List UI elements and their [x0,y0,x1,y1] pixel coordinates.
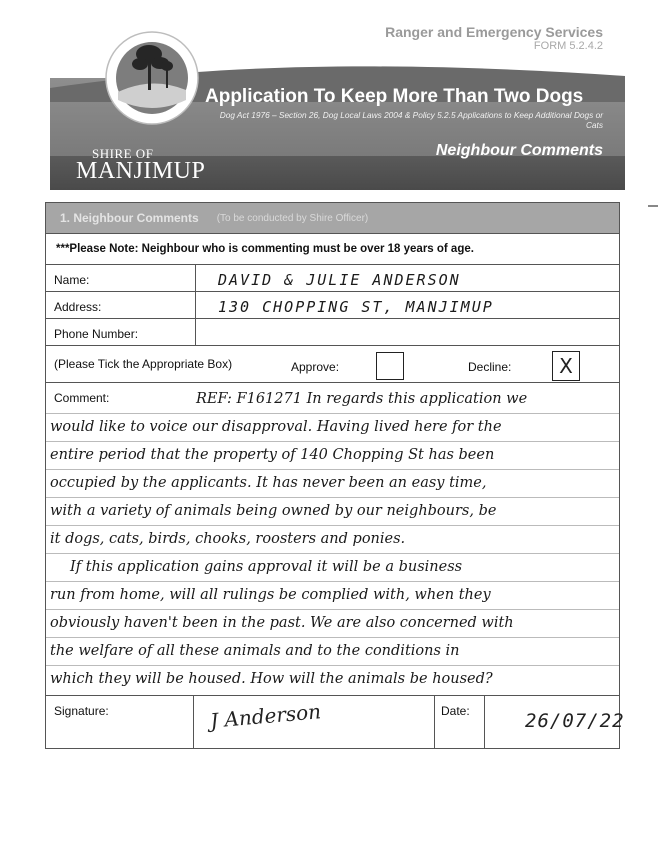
address-field[interactable] [196,292,619,318]
comment-line: If this application gains approval it will be a business [70,559,463,575]
section-heading-note: (To be conducted by Shire Officer) [216,212,369,224]
name-field[interactable] [196,265,619,291]
comment-line: with a variety of animals being owned by our neighbours, be [50,503,497,519]
shire-name: MANJIMUP [76,158,206,184]
approval-row [46,346,619,383]
decline-checkbox[interactable]: X [552,351,580,381]
date-field[interactable] [485,696,625,748]
approve-checkbox[interactable] [376,352,404,380]
comment-area[interactable] [46,383,619,696]
comment-line: the welfare of all these animals and to the conditions in [50,643,460,659]
shire-logo [104,30,200,126]
section-heading-text: 1. Neighbour Comments [60,211,199,225]
date-value: 26/07/22 [525,710,625,732]
approve-label: Approve: [291,360,340,374]
ruled-line [46,553,619,554]
comment-line: which they will be housed. How will the animals be housed? [50,671,493,687]
address-label: Address: [46,292,196,318]
scan-mark [648,205,658,207]
ruled-line [46,469,619,470]
signature-label: Signature: [46,696,194,748]
tick-instruction: (Please Tick the Appropriate Box) [54,357,233,371]
form-number: FORM 5.2.4.2 [533,40,603,52]
form-header [50,18,625,190]
name-label: Name: [46,265,196,291]
ruled-line [46,441,619,442]
decline-label: Decline: [468,360,512,374]
organisation-name: Ranger and Emergency Services [385,24,603,40]
comment-line: entire period that the property of 140 Chopping St has been [50,447,495,463]
neighbour-comments-form [45,202,625,749]
comment-line: it dogs, cats, birds, chooks, roosters and ponies. [50,531,406,547]
application-subtitle: Dog Act 1976 – Section 26, Dog Local Laws 2004 & Policy 5.2.5 Applications to Keep Additional Dogs or Cats [219,110,603,130]
name-row [46,265,619,292]
address-value: 130 CHOPPING ST, MANJIMUP [218,298,494,316]
address-row [46,292,619,319]
signature-value: J Anderson [209,699,322,733]
comment-line: REF: F161271 In regards this application we [196,391,528,407]
signature-field[interactable] [194,696,435,748]
ruled-line [46,497,619,498]
comment-line: obviously haven't been in the past. We are also concerned with [50,615,514,631]
please-note: ***Please Note: Neighbour who is commenting must be over 18 years of age. [46,234,619,265]
application-title: Application To Keep More Than Two Dogs [205,86,584,107]
signature-row [46,696,625,748]
comment-line: occupied by the applicants. It has never been an easy time, [50,475,487,491]
ruled-line [46,525,619,526]
ruled-line [46,637,619,638]
name-value: DAVID & JULIE ANDERSON [218,271,461,289]
ruled-line [46,665,619,666]
date-label: Date: [435,696,485,748]
phone-row [46,319,619,346]
ruled-line [46,609,619,610]
phone-label: Phone Number: [46,319,196,345]
comment-label: Comment: [54,391,110,405]
comment-line: run from home, will all rulings be complied with, when they [50,587,491,603]
ruled-line [46,581,619,582]
comment-line: would like to voice our disapproval. Having lived here for the [50,419,502,435]
phone-field[interactable] [196,319,619,345]
section-title: Neighbour Comments [435,142,603,159]
ruled-line [46,413,619,414]
shire-of-label: SHIRE OF [92,146,154,161]
section-heading [46,203,619,234]
